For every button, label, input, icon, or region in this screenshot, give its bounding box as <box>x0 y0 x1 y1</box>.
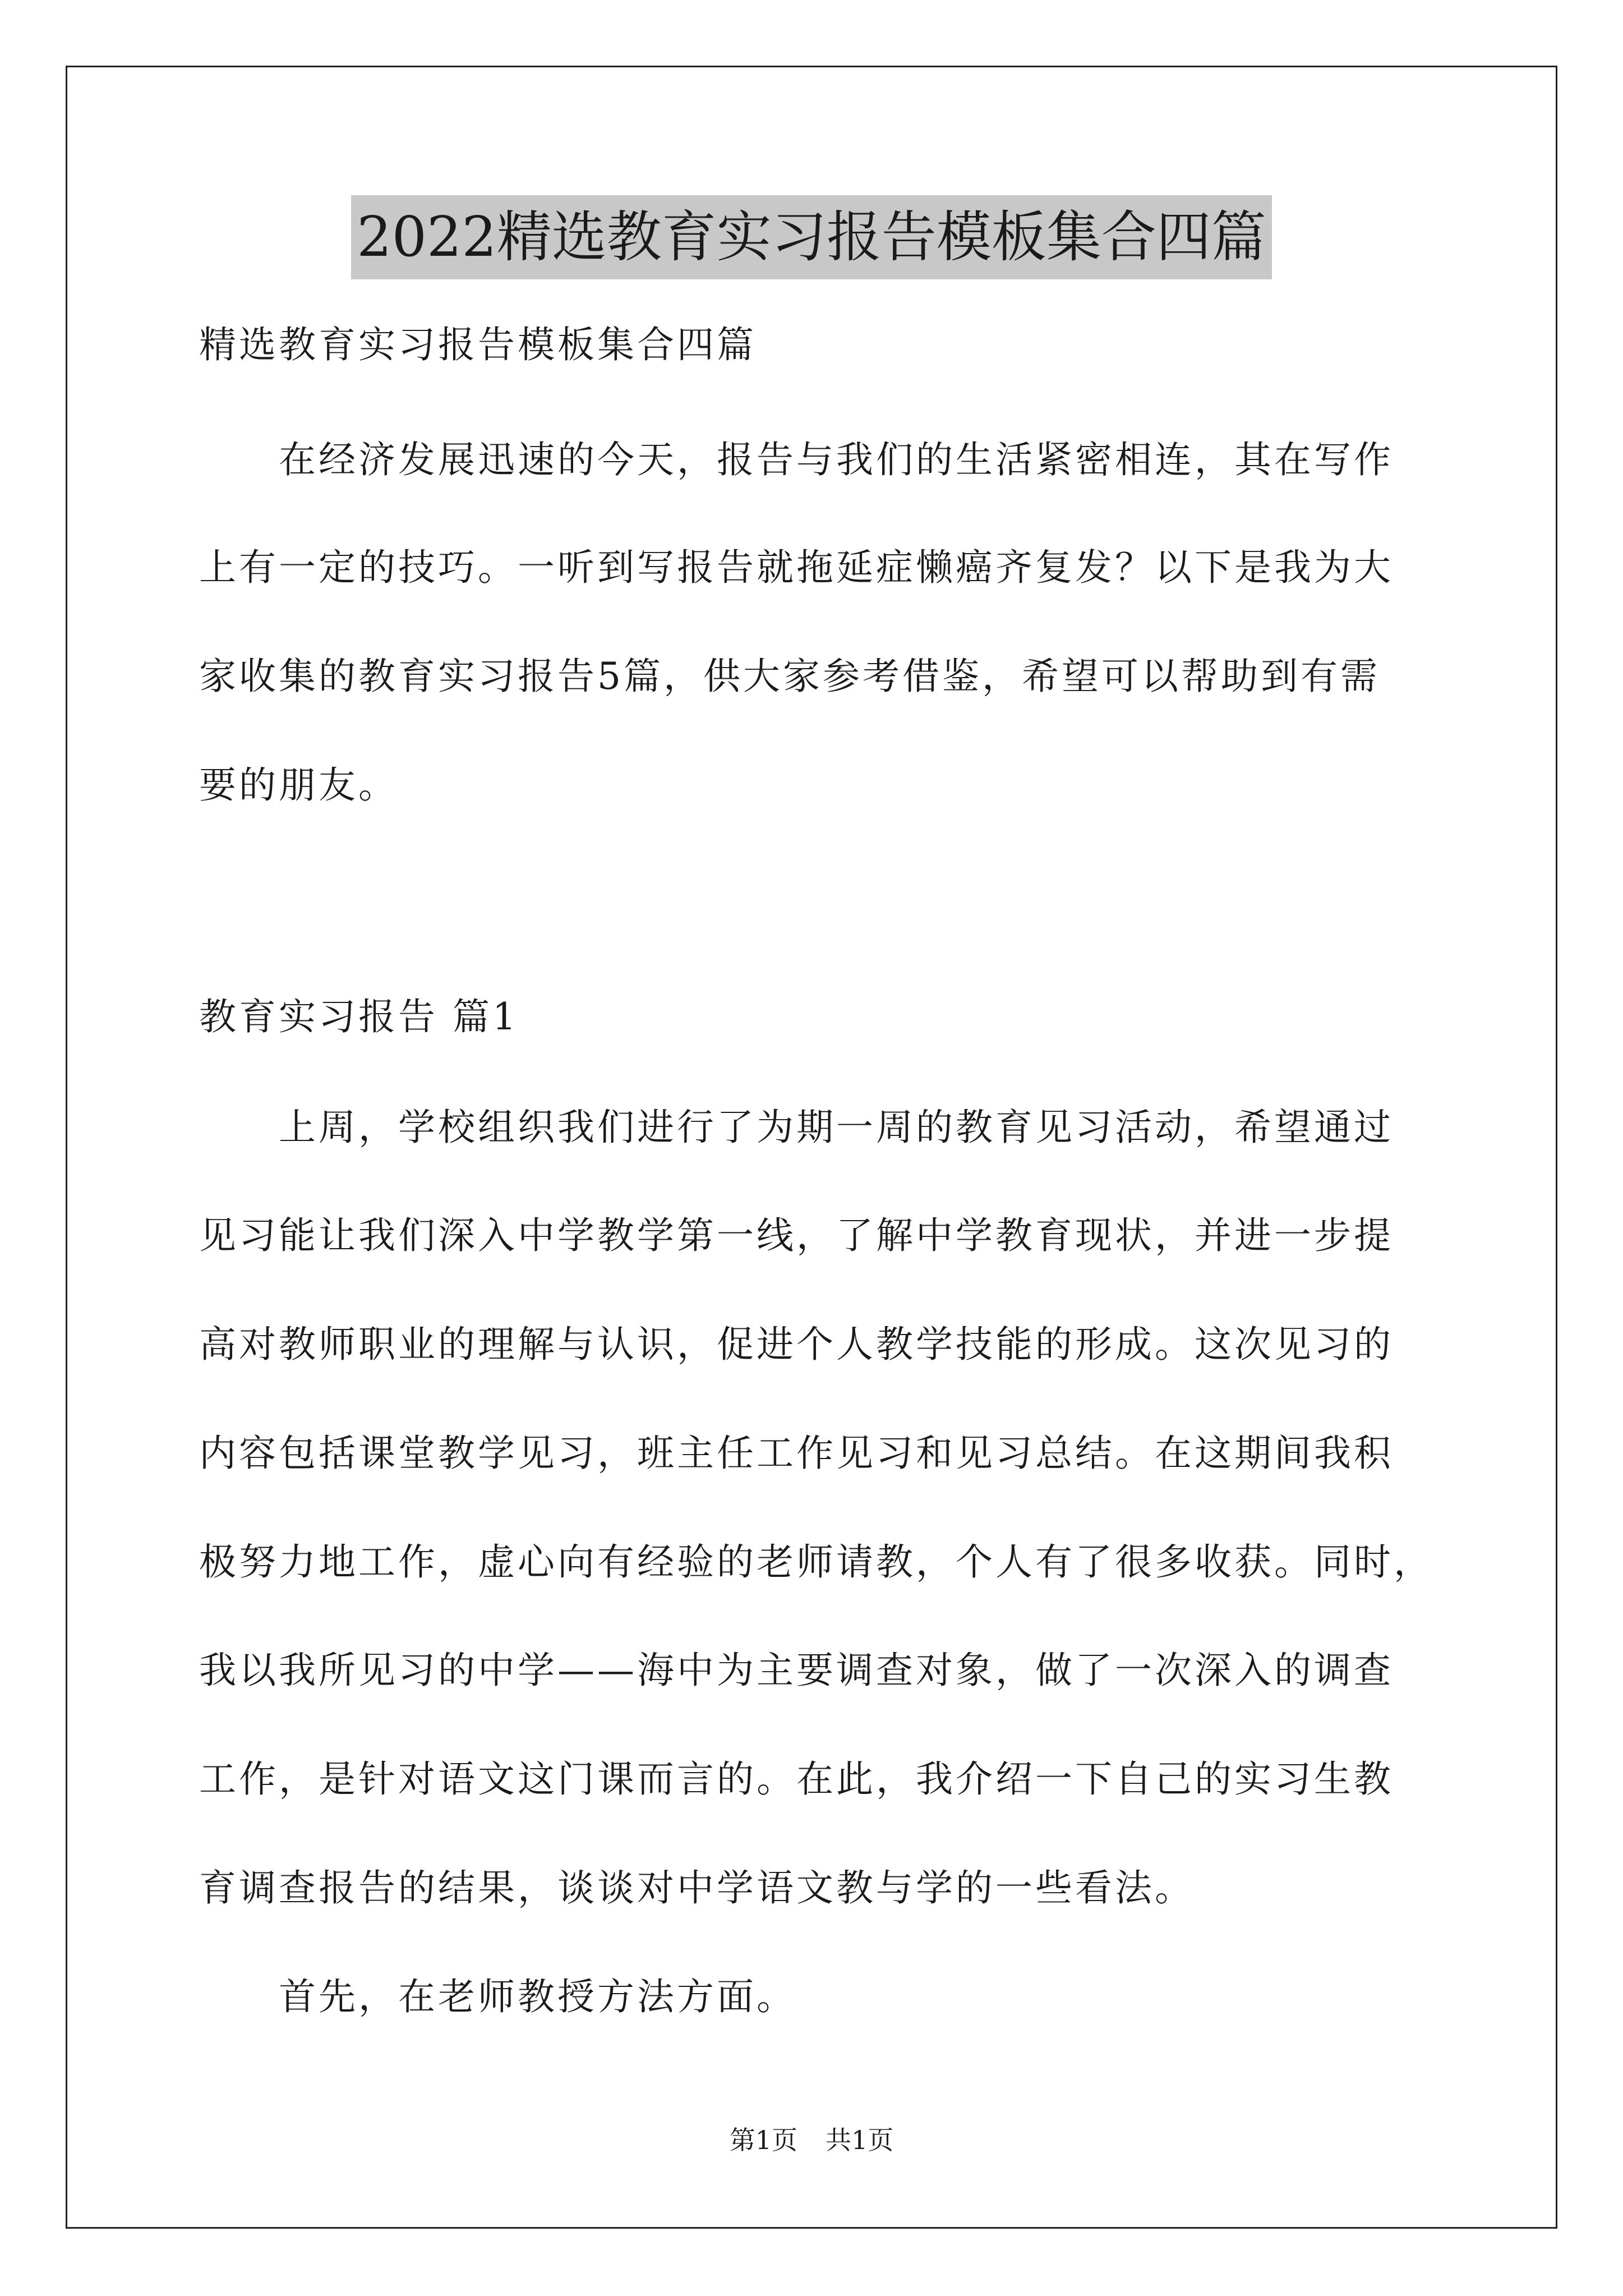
body-line: 育调查报告的结果，谈谈对中学语文教与学的一些看法。 <box>199 1866 1195 1910</box>
intro-line: 要的朋友。 <box>199 763 398 807</box>
body-line: 上周，学校组织我们进行了为期一周的教育见习活动，希望通过 <box>199 1106 1394 1149</box>
page-footer <box>0 2120 1623 2160</box>
body-line: 我以我所见习的中学——海中为主要调查对象，做了一次深入的调查 <box>199 1649 1394 1692</box>
closing-line: 首先，在老师教授方法方面。 <box>199 1975 796 2018</box>
body-line: 高对教师职业的理解与认识，促进个人教学技能的形成。这次见习的 <box>199 1323 1394 1366</box>
intro-line: 家收集的教育实习报告5篇，供大家参考借鉴，希望可以帮助到有需 <box>199 655 1380 698</box>
body-line: 极努力地工作，虚心向有经验的老师请教，个人有了很多收获。同时， <box>199 1540 1433 1584</box>
page-total: 共1页 <box>826 2125 894 2155</box>
intro-line: 在经济发展迅速的今天，报告与我们的生活紧密相连，其在写作 <box>199 438 1394 481</box>
page-number: 第1页 <box>729 2125 797 2155</box>
body-line: 内容包括课堂教学见习，班主任工作见习和见习总结。在这期间我积 <box>199 1432 1394 1475</box>
body-line: 见习能让我们深入中学教学第一线，了解中学教育现状，并进一步提 <box>199 1214 1394 1257</box>
intro-line: 上有一定的技巧。一听到写报告就拖延症懒癌齐复发？以下是我为大 <box>199 546 1394 589</box>
section-heading: 教育实习报告 篇1 <box>199 995 519 1038</box>
document-subtitle: 精选教育实习报告模板集合四篇 <box>199 323 757 366</box>
document-title <box>0 195 1623 279</box>
body-line: 工作，是针对语文这门课而言的。在此，我介绍一下自己的实习生教 <box>199 1757 1394 1801</box>
document-title-text: 2022精选教育实习报告模板集合四篇 <box>351 195 1271 279</box>
